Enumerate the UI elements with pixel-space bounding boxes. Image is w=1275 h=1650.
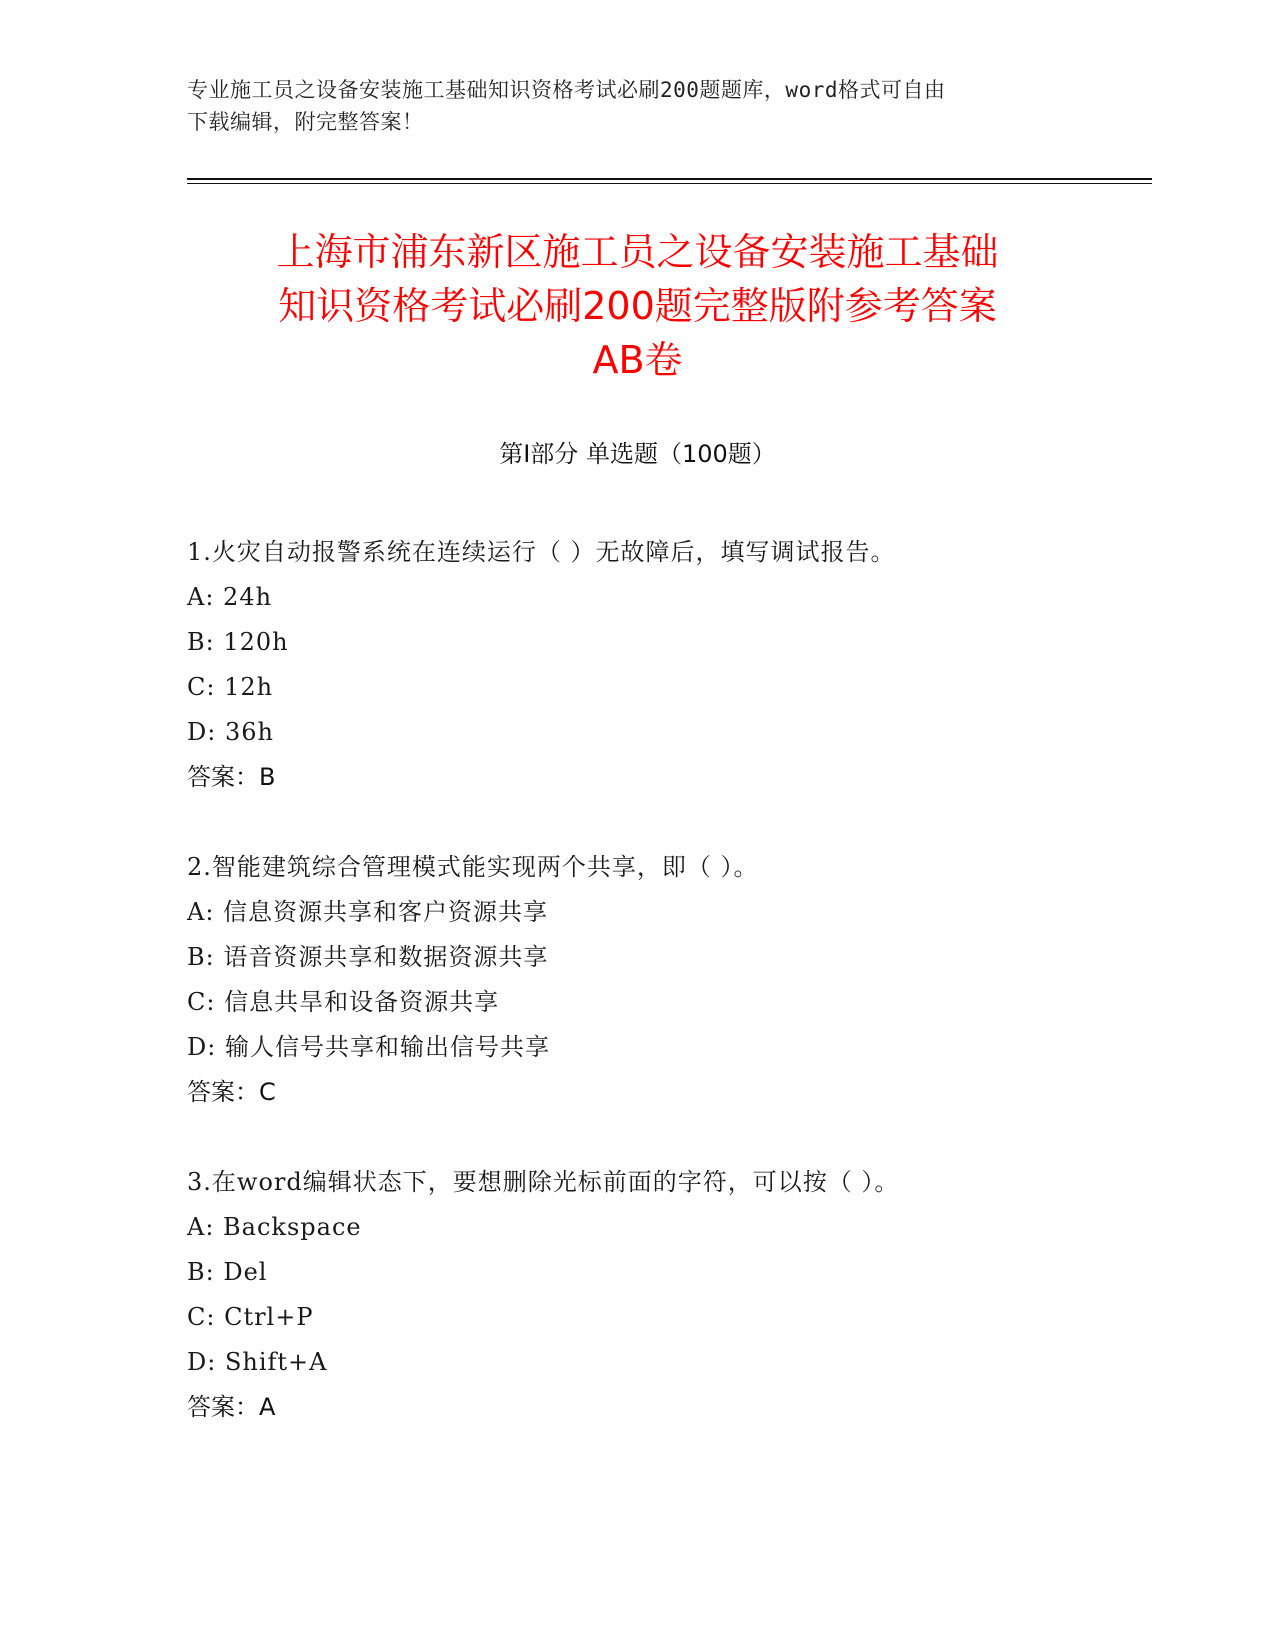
header-note-line-2: 下载编辑，附完整答案！ xyxy=(187,110,424,134)
question-stem: 2.智能建筑综合管理模式能实现两个共享，即（ ）。 xyxy=(187,853,759,881)
answer-line: 答案：B xyxy=(187,763,276,791)
option-d: D: Shift+A xyxy=(187,1348,328,1376)
header-note-line-1: 专业施工员之设备安装施工基础知识资格考试必刷200题题库，word格式可自由 xyxy=(187,78,946,102)
question-3 xyxy=(187,1160,1147,1430)
section-heading: 第Ⅰ部分 单选题（100题） xyxy=(499,440,776,468)
header-divider-thin xyxy=(187,183,1152,184)
option-a: A: 信息资源共享和客户资源共享 xyxy=(187,898,549,926)
option-a: A: 24h xyxy=(187,583,273,611)
header-divider-thick xyxy=(187,178,1152,180)
option-d: D: 36h xyxy=(187,718,274,746)
question-list xyxy=(187,530,1147,1430)
document-title-line-3: AB卷 xyxy=(592,338,683,382)
question-2 xyxy=(187,845,1147,1115)
question-1 xyxy=(187,530,1147,800)
option-c: C: 信息共旱和设备资源共享 xyxy=(187,988,500,1016)
answer-line: 答案：A xyxy=(187,1393,276,1421)
option-c: C: Ctrl+P xyxy=(187,1303,314,1331)
option-b: B: 120h xyxy=(187,628,289,656)
option-a: A: Backspace xyxy=(187,1213,362,1241)
question-stem: 3.在word编辑状态下，要想删除光标前面的字符，可以按（ ）。 xyxy=(187,1168,900,1196)
answer-line: 答案：C xyxy=(187,1078,276,1106)
option-c: C: 12h xyxy=(187,673,274,701)
document-title-line-1: 上海市浦东新区施工员之设备安装施工基础 xyxy=(276,230,999,274)
question-stem: 1.火灾自动报警系统在连续运行（ ）无故障后，填写调试报告。 xyxy=(187,538,896,566)
document-title-line-2: 知识资格考试必刷200题完整版附参考答案 xyxy=(278,284,997,328)
option-b: B: Del xyxy=(187,1258,268,1286)
option-d: D: 输人信号共享和输出信号共享 xyxy=(187,1033,550,1061)
header-note xyxy=(187,74,1067,138)
option-b: B: 语音资源共享和数据资源共享 xyxy=(187,943,549,971)
document-title xyxy=(150,225,1125,387)
